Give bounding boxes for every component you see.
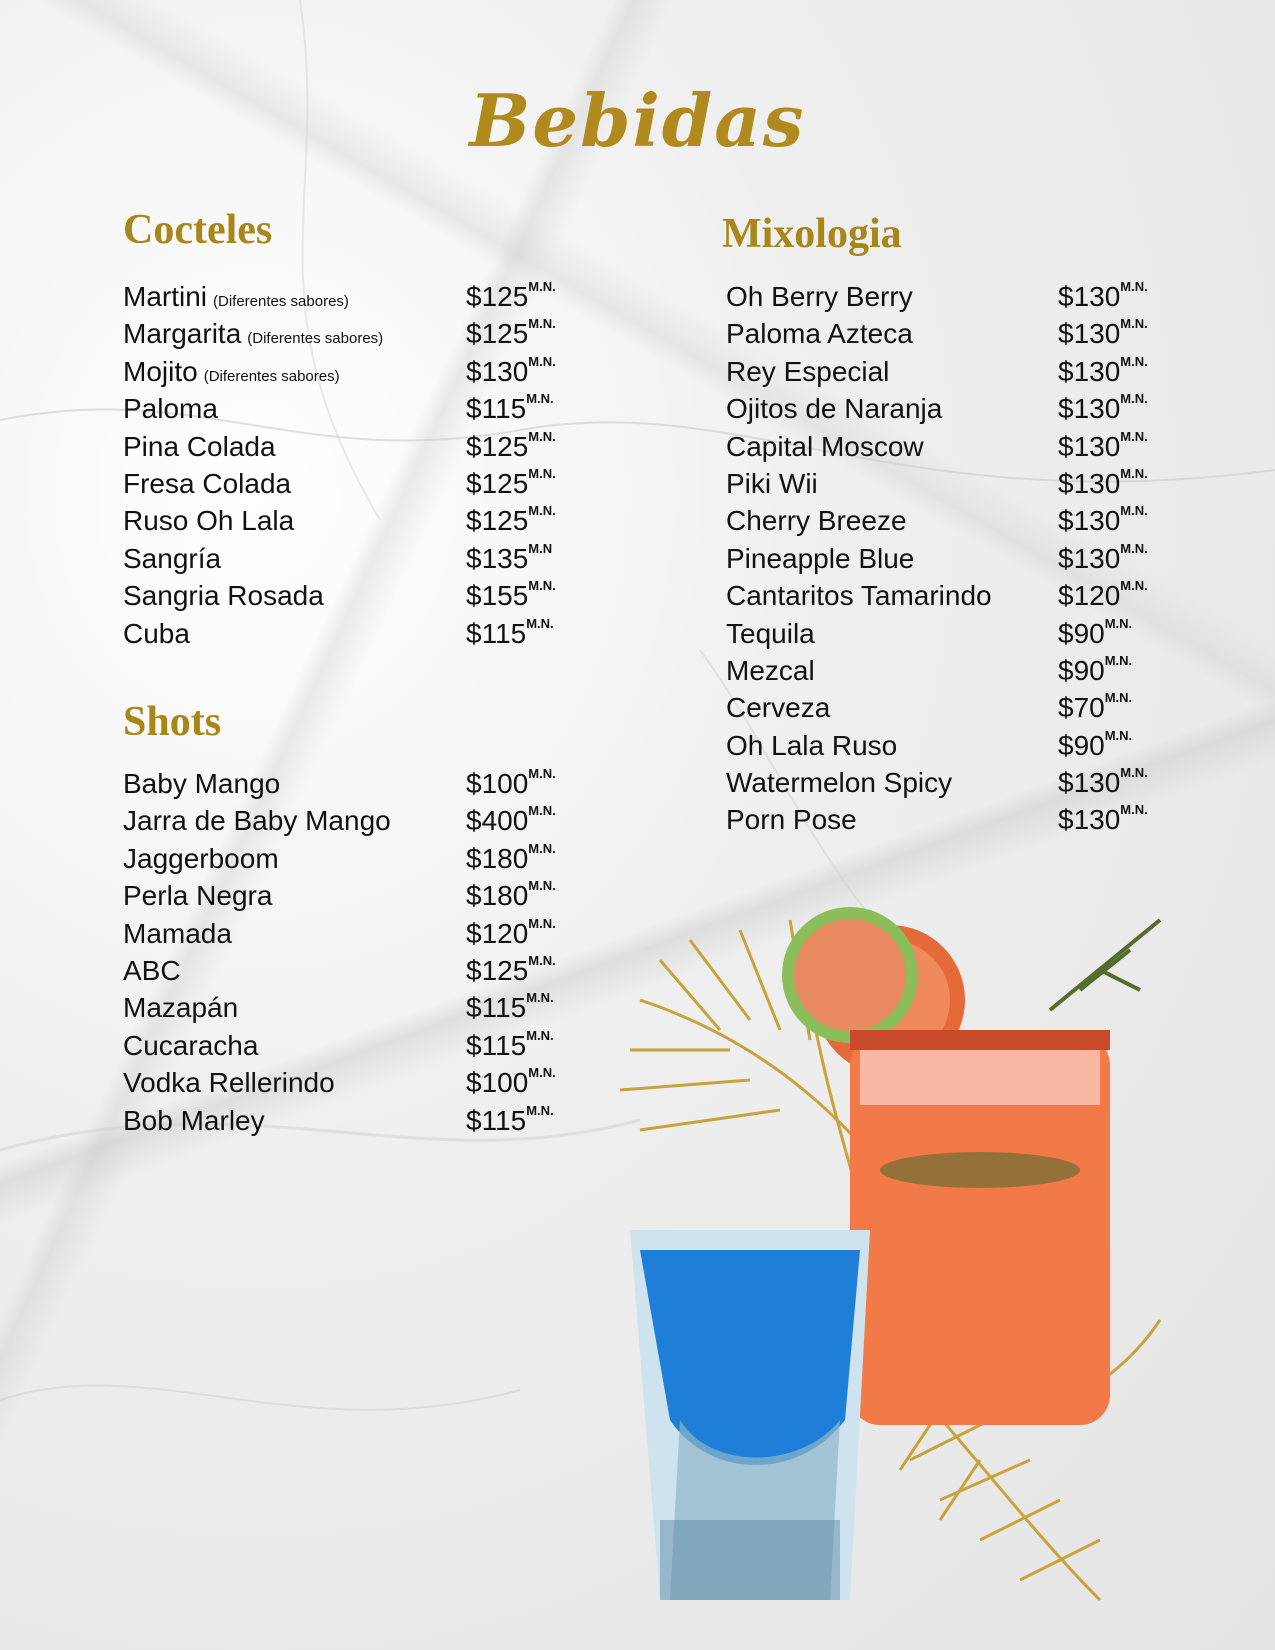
menu-item-label: Mojito	[123, 355, 198, 387]
price-value: $100	[466, 768, 529, 799]
menu-item-name	[726, 655, 815, 687]
menu-item-price	[466, 615, 554, 650]
menu-item-price	[1058, 615, 1133, 650]
price-value: $125	[466, 318, 529, 350]
menu-item-price	[1058, 540, 1148, 575]
currency-suffix: M.N.	[1120, 465, 1148, 481]
price-value: $115	[466, 617, 527, 649]
menu-item-label: Fresa Colada	[123, 467, 292, 499]
price-value: $130	[1058, 393, 1121, 425]
currency-suffix: M.N.	[528, 952, 556, 968]
menu-item-name	[726, 730, 897, 762]
menu-item-label: Baby Mango	[123, 768, 281, 799]
currency-suffix: M.N	[528, 540, 553, 556]
currency-suffix: M.N.	[528, 428, 556, 444]
menu-item	[123, 353, 583, 393]
menu-item-price	[466, 1102, 554, 1137]
menu-item-price	[1058, 692, 1132, 724]
currency-suffix: M.N.	[526, 1027, 554, 1043]
drinks-illustration	[600, 900, 1260, 1620]
menu-item-name	[726, 393, 942, 425]
menu-item-label: Tequila	[726, 617, 815, 649]
currency-suffix: M.N.	[1120, 391, 1148, 407]
menu-item-price	[466, 540, 553, 575]
menu-item-price	[466, 465, 556, 500]
menu-item	[123, 768, 583, 805]
price-value: $115	[466, 1029, 527, 1061]
menu-item-label: Piki Wii	[726, 467, 818, 499]
menu-item-price	[466, 840, 556, 875]
menu-item-name	[726, 618, 815, 650]
menu-item	[123, 465, 583, 505]
currency-suffix: M.N.	[528, 915, 556, 931]
menu-item	[726, 727, 1196, 767]
currency-suffix: M.N.	[528, 803, 556, 819]
price-value: $120	[1058, 580, 1121, 612]
menu-item-price	[1058, 465, 1148, 500]
menu-item-name	[123, 805, 391, 837]
menu-item-name	[123, 992, 238, 1024]
menu-item-name	[726, 505, 907, 537]
menu-item-price	[1058, 652, 1133, 687]
menu-item-name	[123, 880, 272, 912]
menu-item-price	[466, 915, 556, 950]
menu-item-name	[726, 767, 952, 799]
menu-item-price	[1058, 580, 1148, 612]
menu-item-label: Capital Moscow	[726, 430, 924, 462]
menu-item	[726, 767, 1196, 804]
price-value: $125	[466, 281, 529, 312]
menu-item-label: Jaggerboom	[123, 842, 279, 874]
menu-item-label: Pina Colada	[123, 430, 276, 462]
section-title-mixologia: Mixologia	[722, 211, 902, 257]
section-title-shots: Shots	[123, 699, 222, 745]
menu-item-label: Margarita	[123, 318, 242, 350]
menu-item-label: Sangría	[123, 542, 222, 574]
menu-item-price	[1058, 505, 1148, 537]
currency-suffix: M.N.	[528, 840, 556, 856]
currency-suffix: M.N.	[1104, 615, 1133, 631]
menu-item-name	[123, 468, 291, 500]
menu-item-price	[466, 580, 556, 612]
menu-item-note: (Diferentes sabores)	[247, 330, 384, 348]
menu-item	[123, 840, 583, 880]
page-title: Bebidas	[469, 78, 806, 163]
price-value: $90	[1058, 654, 1105, 686]
menu-item-price	[466, 1067, 556, 1099]
menu-item	[726, 393, 1196, 430]
menu-item-label: Cucaracha	[123, 1029, 259, 1061]
menu-item-name	[726, 468, 818, 500]
menu-item-name	[726, 356, 889, 388]
menu-item	[726, 505, 1196, 542]
price-value: $90	[1058, 729, 1105, 761]
menu-item	[726, 804, 1196, 841]
menu-item-price	[466, 992, 554, 1024]
price-value: $70	[1058, 692, 1105, 724]
section-title-cocteles: Cocteles	[123, 207, 273, 253]
currency-suffix: M.N.	[528, 316, 556, 332]
menu-item-label: Mezcal	[726, 654, 815, 686]
menu-item	[726, 353, 1196, 393]
menu-item-name	[123, 580, 324, 612]
price-value: $180	[466, 880, 529, 912]
currency-suffix: M.N.	[1120, 316, 1148, 332]
menu-item	[726, 281, 1196, 318]
menu-item-label: Mamada	[123, 917, 232, 949]
menu-item-price	[466, 505, 556, 537]
price-value: $125	[466, 467, 529, 499]
menu-item	[123, 393, 583, 430]
menu-item-price	[466, 952, 556, 987]
menu-item	[726, 465, 1196, 505]
menu-item-note: (Diferentes sabores)	[213, 293, 349, 310]
currency-suffix: M.N.	[1120, 578, 1148, 594]
menu-item-price	[466, 880, 556, 912]
menu-item-name	[123, 356, 340, 388]
menu-item-name	[123, 768, 280, 800]
menu-item	[123, 1067, 583, 1104]
menu-item-price	[1058, 393, 1148, 425]
menu-item-price	[466, 318, 556, 350]
menu-item	[123, 915, 583, 955]
menu-item-name	[123, 1030, 258, 1062]
currency-suffix: M.N.	[1120, 765, 1148, 781]
currency-suffix: M.N.	[528, 1065, 556, 1081]
menu-item-label: Bob Marley	[123, 1104, 265, 1136]
price-value: $125	[466, 954, 529, 986]
price-value: $130	[1058, 804, 1121, 836]
menu-item-name	[123, 318, 383, 350]
menu-item	[123, 952, 583, 992]
menu-item-name	[123, 1105, 265, 1137]
menu-item	[726, 318, 1196, 355]
price-value: $130	[1058, 281, 1121, 312]
menu-item-name	[726, 580, 992, 612]
currency-suffix: M.N.	[528, 503, 556, 519]
menu-item-price	[1058, 353, 1148, 388]
currency-suffix: M.N.	[526, 990, 554, 1006]
menu-item	[123, 318, 583, 355]
price-value: $100	[466, 1067, 529, 1099]
menu-item-label: Watermelon Spicy	[726, 767, 953, 799]
menu-item-label: Pineapple Blue	[726, 542, 915, 574]
menu-item-price	[1058, 727, 1133, 762]
currency-suffix: M.N.	[528, 353, 556, 369]
price-value: $90	[1058, 617, 1105, 649]
menu-item-note: (Diferentes sabores)	[203, 367, 340, 385]
menu-item-label: Mazapán	[123, 992, 239, 1024]
menu-item-name	[123, 618, 190, 650]
list-cocteles	[123, 281, 583, 655]
menu-item-price	[1058, 281, 1148, 313]
currency-suffix: M.N.	[526, 1102, 554, 1118]
currency-suffix: M.N.	[1120, 428, 1148, 444]
price-value: $130	[1058, 505, 1121, 537]
menu-item-name	[123, 955, 181, 987]
price-value: $130	[1058, 318, 1121, 350]
currency-suffix: M.N.	[1120, 503, 1148, 519]
price-value: $155	[466, 580, 529, 612]
menu-item-label: Ruso Oh Lala	[123, 505, 295, 537]
currency-suffix: M.N.	[1120, 540, 1148, 556]
menu-item-label: Vodka Rellerindo	[123, 1067, 335, 1099]
price-value: $125	[466, 505, 529, 537]
menu-item-name	[123, 431, 276, 463]
menu-item-price	[1058, 428, 1148, 463]
menu-item	[123, 805, 583, 842]
menu-item	[726, 540, 1196, 580]
menu-item-price	[466, 281, 556, 313]
menu-item-name	[726, 692, 830, 724]
menu-item-price	[466, 1027, 554, 1062]
menu-item-label: Oh Lala Ruso	[726, 729, 898, 761]
currency-suffix: M.N.	[528, 578, 556, 594]
menu-item-name	[726, 318, 913, 350]
price-value: $130	[1058, 542, 1121, 574]
menu-item-label: Paloma Azteca	[726, 318, 913, 350]
currency-suffix: M.N.	[528, 766, 556, 781]
currency-suffix: M.N.	[526, 615, 554, 631]
menu-item-name	[123, 505, 294, 537]
menu-item-price	[466, 353, 556, 388]
menu-item-label: Martini	[123, 281, 208, 312]
menu-item-price	[1058, 318, 1148, 350]
menu-item-name	[123, 843, 279, 875]
menu-item	[726, 580, 1196, 617]
menu-item-name	[123, 1067, 335, 1099]
menu-item-label: Ojitos de Naranja	[726, 393, 943, 425]
price-value: $130	[1058, 767, 1121, 799]
blue-shot-glass	[630, 1230, 870, 1600]
price-value: $130	[1058, 355, 1121, 387]
price-value: $180	[466, 842, 529, 874]
currency-suffix: M.N.	[1120, 802, 1148, 818]
menu-item-name	[123, 918, 232, 950]
menu-item	[123, 615, 583, 655]
currency-suffix: M.N.	[1104, 690, 1133, 706]
menu-item	[123, 428, 583, 468]
menu-item-name	[123, 543, 221, 575]
price-value: $400	[466, 805, 529, 837]
menu-item-price	[466, 393, 554, 425]
menu-item-price	[466, 428, 556, 463]
menu-item	[123, 992, 583, 1029]
price-value: $130	[1058, 430, 1121, 462]
menu-item-name	[726, 543, 914, 575]
currency-suffix: M.N.	[528, 465, 556, 481]
price-value: $115	[466, 992, 527, 1024]
menu-item-label: Cuba	[123, 617, 190, 649]
menu-item-label: ABC	[123, 954, 181, 986]
menu-item-label: Rey Especial	[726, 355, 890, 387]
menu-item-price	[466, 768, 556, 800]
menu-item	[123, 540, 583, 580]
currency-suffix: M.N.	[1104, 727, 1133, 743]
currency-suffix: M.N.	[1120, 353, 1148, 369]
price-value: $115	[466, 1104, 527, 1136]
menu-item-price	[466, 805, 556, 837]
currency-suffix: M.N.	[1120, 279, 1148, 294]
currency-suffix: M.N.	[526, 391, 554, 407]
currency-suffix: M.N.	[528, 279, 556, 294]
menu-item	[123, 580, 583, 617]
menu-item-price	[1058, 804, 1148, 836]
menu-item-label: Perla Negra	[123, 880, 273, 912]
menu-item	[726, 615, 1196, 655]
menu-item	[123, 1102, 583, 1142]
currency-suffix: M.N.	[528, 878, 556, 894]
price-value: $130	[1058, 467, 1121, 499]
menu-item-name	[726, 431, 924, 463]
menu-item	[123, 880, 583, 917]
menu-item-label: Cherry Breeze	[726, 505, 907, 537]
menu-item	[123, 1027, 583, 1067]
currency-suffix: M.N.	[1104, 652, 1133, 668]
menu-item	[123, 281, 583, 318]
menu-item-label: Cerveza	[726, 692, 831, 724]
menu-item-name	[123, 393, 218, 425]
menu-item-label: Cantaritos Tamarindo	[726, 580, 992, 612]
menu-item	[726, 692, 1196, 729]
menu-item	[726, 652, 1196, 692]
menu-item-label: Oh Berry Berry	[726, 281, 913, 312]
price-value: $120	[466, 917, 529, 949]
menu-item-label: Jarra de Baby Mango	[123, 805, 391, 837]
list-shots	[123, 768, 583, 1142]
menu-item	[726, 428, 1196, 468]
menu-item-name	[726, 804, 857, 836]
menu-item-label: Sangria Rosada	[123, 580, 324, 612]
price-value: $135	[466, 542, 529, 574]
menu-item-price	[1058, 767, 1148, 799]
menu-item	[123, 505, 583, 542]
price-value: $130	[466, 355, 529, 387]
menu-item-label: Paloma	[123, 393, 218, 425]
price-value: $115	[466, 393, 527, 425]
menu-item-label: Porn Pose	[726, 804, 857, 836]
menu-item-name	[726, 281, 913, 313]
menu-item-name	[123, 281, 349, 313]
list-mixologia	[726, 281, 1196, 842]
price-value: $125	[466, 430, 529, 462]
